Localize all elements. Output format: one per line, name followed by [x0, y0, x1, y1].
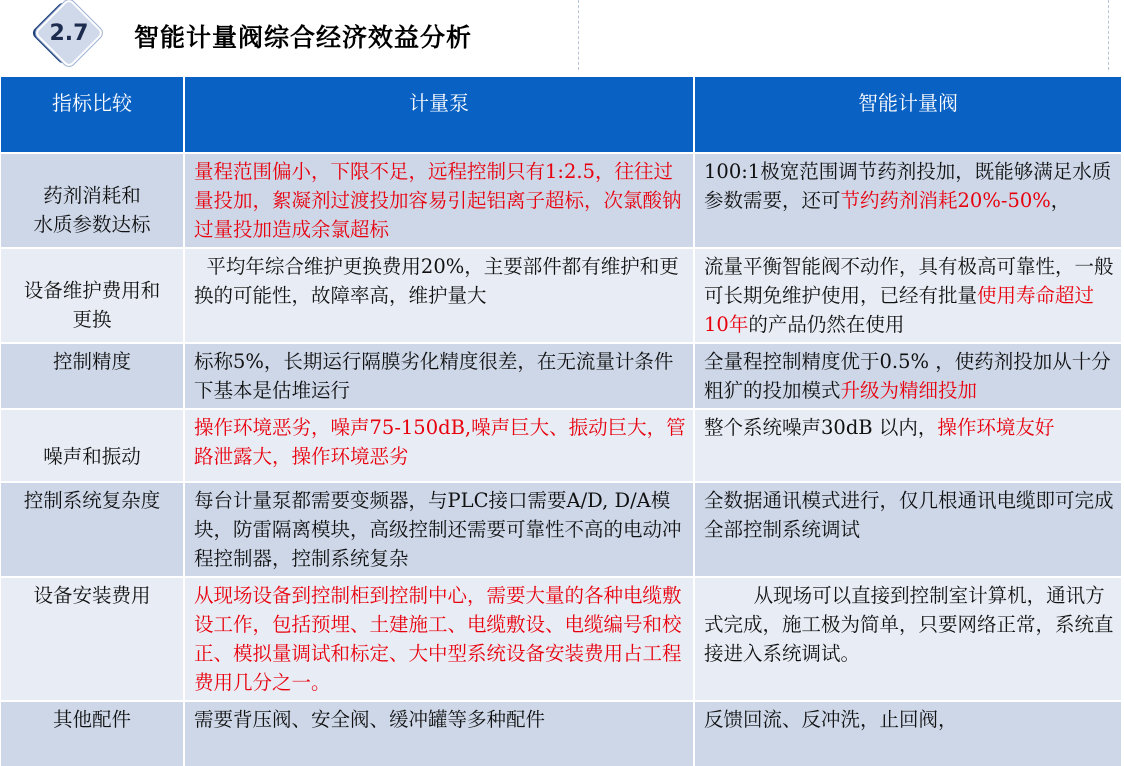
table-row	[1, 343, 1121, 409]
cell-text: 流量平衡智能阀不动作，具有极高可靠性，一般可长期免维护使用，已经有批量	[704, 255, 1114, 307]
row-indicator-label: 水质参数达标	[33, 213, 151, 236]
smart-valve-cell	[694, 701, 1121, 766]
row-indicator-cell	[1, 343, 184, 409]
cell-text: 的产品仍然在使用	[748, 313, 905, 336]
table-row	[1, 248, 1121, 343]
row-indicator-cell	[1, 248, 184, 343]
cell-text: 标称5%，长期运行隔膜劣化精度很差，在无流量计条件下基本是估堆运行	[194, 350, 674, 402]
cell-text: ，	[1050, 189, 1071, 212]
smart-valve-cell	[694, 248, 1121, 343]
metering-pump-cell	[184, 409, 694, 482]
header-smart-valve: 智能计量阀	[694, 77, 1121, 153]
metering-pump-cell	[184, 701, 694, 766]
highlighted-text: 节约药剂消耗20%-50%	[840, 189, 1051, 212]
highlighted-text: 使用寿命超过10年	[704, 284, 1095, 336]
row-indicator-cell	[1, 409, 184, 482]
cell-text: 平均年综合维护更换费用20%，主要部件都有维护和更换的可能性，故障率高，维护量大	[194, 255, 679, 307]
row-indicator-cell	[1, 577, 184, 701]
metering-pump-cell	[184, 248, 694, 343]
row-indicator-label: 其他配件	[52, 708, 131, 731]
smart-valve-cell	[694, 482, 1121, 577]
table-row	[1, 577, 1121, 701]
smart-valve-cell	[694, 343, 1121, 409]
guide-dashed-line	[578, 0, 579, 70]
row-indicator-label: 更换	[72, 308, 112, 331]
table-header-row	[1, 77, 1121, 153]
row-indicator-cell	[1, 153, 184, 248]
row-indicator-cell	[1, 482, 184, 577]
row-indicator-label: 噪声和振动	[43, 445, 141, 468]
row-indicator-cell	[1, 701, 184, 766]
metering-pump-cell	[184, 577, 694, 701]
highlighted-text: 量程范围偏小，下限不足，远程控制只有1:2.5，往往过量投加，絮凝剂过渡投加容易引起铝离子超标，次氯酸钠过量投加造成余氯超标	[194, 160, 682, 241]
table-row	[1, 482, 1121, 577]
row-indicator-label: 设备维护费用和	[23, 279, 161, 302]
guide-dashed-line	[1108, 0, 1109, 70]
table-row	[1, 153, 1121, 248]
highlighted-text: 操作环境友好	[937, 416, 1055, 439]
row-indicator-label: 控制系统复杂度	[23, 489, 161, 512]
row-indicator-label: 药剂消耗和	[43, 184, 141, 207]
page-title: 智能计量阀综合经济效益分析	[134, 23, 473, 52]
highlighted-text: 操作环境恶劣，噪声75-150dB,噪声巨大、振动巨大，管路泄露大，操作环境恶劣	[194, 416, 686, 468]
highlighted-text: 从现场设备到控制柜到控制中心，需要大量的各种电缆敷设工作，包括预埋、土建施工、电缆敷设、电缆编号和校正、模拟量调试和标定、大中型系统设备安装费用占工程费用几分之一。	[194, 584, 682, 694]
cell-text: 反馈回流、反冲洗，止回阀，	[704, 708, 958, 731]
smart-valve-cell	[694, 577, 1121, 701]
cell-text: 全量程控制精度优于0.5% ，使药剂投加从十分粗犷的投加模式	[704, 350, 1111, 402]
smart-valve-cell	[694, 153, 1121, 248]
cell-text: 从现场可以直接到控制室计算机，通讯方式完成，施工极为简单，只要网络正常，系统直接进入系统调试。	[704, 584, 1114, 665]
row-indicator-label: 设备安装费用	[33, 584, 151, 607]
metering-pump-cell	[184, 482, 694, 577]
highlighted-text: 升级为精细投加	[840, 379, 978, 402]
cell-text: 全数据通讯模式进行，仅几根通讯电缆即可完成全部控制系统调试	[704, 489, 1114, 541]
cell-text: 整个系统噪声30dB 以内，	[704, 416, 938, 439]
header-indicator: 指标比较	[1, 77, 184, 153]
cell-text: 需要背压阀、安全阀、缓冲罐等多种配件	[194, 708, 546, 731]
metering-pump-cell	[184, 343, 694, 409]
cell-text: 每台计量泵都需要变频器，与PLC接口需要A/D, D/A模块，防雷隔离模块，高级控制还需要可靠性不高的电动冲程控制器，控制系统复杂	[194, 489, 682, 570]
cell-text: 100:1极宽范围调节药剂投加，既能够满足水质参数需要，还可	[704, 160, 1112, 212]
smart-valve-cell	[694, 409, 1121, 482]
section-number-badge	[30, 4, 108, 72]
table-row	[1, 409, 1121, 482]
table-row	[1, 701, 1121, 766]
row-indicator-label: 控制精度	[52, 350, 131, 373]
comparison-table	[1, 77, 1121, 766]
section-number: 2.7	[49, 21, 89, 46]
slide-header	[0, 0, 1124, 76]
metering-pump-cell	[184, 153, 694, 248]
header-metering-pump: 计量泵	[184, 77, 694, 153]
